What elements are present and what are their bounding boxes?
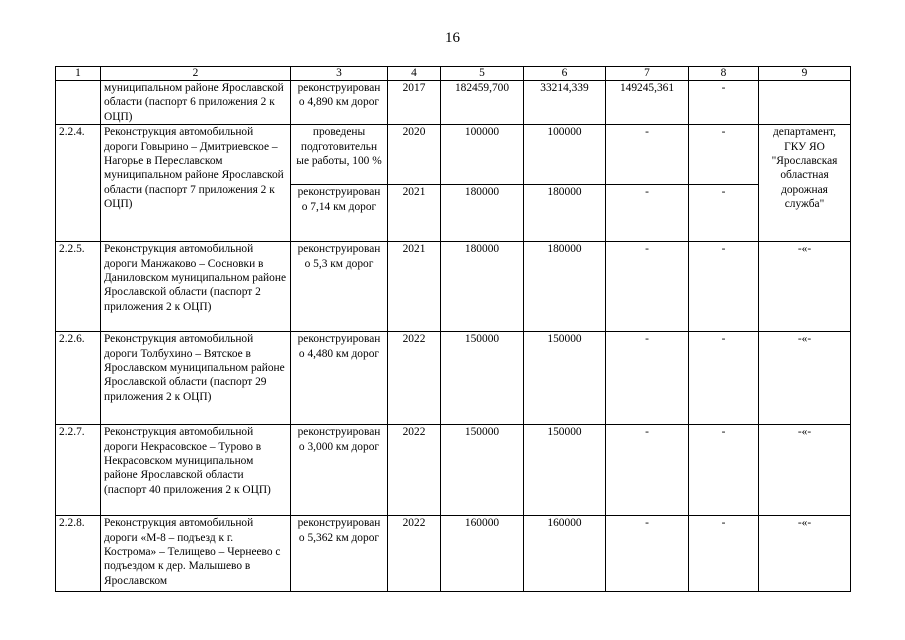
regional-cell: 150000 (524, 425, 606, 516)
row-number: 2.2.4. (56, 125, 101, 242)
executor-cell (759, 81, 851, 125)
row-number: 2.2.5. (56, 242, 101, 332)
regional-cell: 180000 (524, 242, 606, 332)
project-name: Реконструкция автомобильной дороги «М-8 – подъезд к г. Кострома» – Телищево – Чернеево с подъездом к дер. Малышево в Ярославском (101, 516, 291, 592)
regional-cell: 150000 (524, 332, 606, 425)
result-cell: реконструирован о 4,890 км дорог (291, 81, 388, 125)
table-row (56, 516, 851, 592)
project-name: Реконструкция автомобильной дороги Говырино – Дмитриевское – Нагорье в Переславском муниципальном районе Ярославской области (паспорт 7 приложения 2 к ОЦП) (101, 125, 291, 242)
federal-cell: 149245,361 (606, 81, 689, 125)
federal-cell: - (606, 516, 689, 592)
total-cell: 150000 (441, 332, 524, 425)
other-cell: - (689, 81, 759, 125)
total-cell: 150000 (441, 425, 524, 516)
year-cell: 2022 (388, 425, 441, 516)
table-row (56, 81, 851, 125)
total-cell: 180000 (441, 242, 524, 332)
total-cell: 180000 (441, 185, 524, 242)
table-row (56, 125, 851, 185)
result-cell: реконструирован о 3,000 км дорог (291, 425, 388, 516)
row-number: 2.2.8. (56, 516, 101, 592)
total-cell: 160000 (441, 516, 524, 592)
other-cell: - (689, 332, 759, 425)
year-cell: 2021 (388, 242, 441, 332)
table-row (56, 242, 851, 332)
regional-cell: 180000 (524, 185, 606, 242)
other-cell: - (689, 185, 759, 242)
header-row (56, 67, 851, 81)
page-number: 16 (445, 30, 460, 46)
other-cell: - (689, 516, 759, 592)
header-cell: 4 (388, 67, 441, 81)
header-cell: 7 (606, 67, 689, 81)
result-cell: проведены подготовительн ые работы, 100 % (291, 125, 388, 185)
federal-cell: - (606, 185, 689, 242)
table-row (56, 425, 851, 516)
row-number: 2.2.6. (56, 332, 101, 425)
result-cell: реконструирован о 4,480 км дорог (291, 332, 388, 425)
row-number (56, 81, 101, 125)
year-cell: 2022 (388, 332, 441, 425)
executor-cell: -«- (759, 425, 851, 516)
project-name: Реконструкция автомобильной дороги Манжаково – Сосновки в Даниловском муниципальном районе Ярославской области (паспорт 2 приложения 2 к ОЦП) (101, 242, 291, 332)
federal-cell: - (606, 125, 689, 185)
header-cell: 6 (524, 67, 606, 81)
project-name: муниципальном районе Ярославской области (паспорт 6 приложения 2 к ОЦП) (101, 81, 291, 125)
header-cell: 9 (759, 67, 851, 81)
year-cell: 2017 (388, 81, 441, 125)
other-cell: - (689, 125, 759, 185)
executor-cell: -«- (759, 242, 851, 332)
header-cell: 2 (101, 67, 291, 81)
regional-cell: 33214,339 (524, 81, 606, 125)
federal-cell: - (606, 332, 689, 425)
other-cell: - (689, 425, 759, 516)
year-cell: 2021 (388, 185, 441, 242)
header-cell: 8 (689, 67, 759, 81)
executor-cell: -«- (759, 332, 851, 425)
regional-cell: 160000 (524, 516, 606, 592)
total-cell: 182459,700 (441, 81, 524, 125)
result-cell: реконструирован о 5,362 км дорог (291, 516, 388, 592)
federal-cell: - (606, 425, 689, 516)
federal-cell: - (606, 242, 689, 332)
result-cell: реконструирован о 7,14 км дорог (291, 185, 388, 242)
year-cell: 2022 (388, 516, 441, 592)
header-cell: 1 (56, 67, 101, 81)
project-name: Реконструкция автомобильной дороги Некрасовское – Турово в Некрасовском муниципальном районе Ярославской области (паспорт 40 приложения 2 к ОЦП) (101, 425, 291, 516)
budget-table (55, 66, 851, 592)
row-number: 2.2.7. (56, 425, 101, 516)
project-name: Реконструкция автомобильной дороги Толбухино – Вятское в Ярославском муниципальном районе Ярославской области (паспорт 29 приложения 2 к ОЦП) (101, 332, 291, 425)
total-cell: 100000 (441, 125, 524, 185)
header-cell: 3 (291, 67, 388, 81)
regional-cell: 100000 (524, 125, 606, 185)
executor-cell: -«- (759, 516, 851, 592)
other-cell: - (689, 242, 759, 332)
table-row (56, 332, 851, 425)
executor-cell: департамент, ГКУ ЯО "Ярославская областная дорожная служба" (759, 125, 851, 242)
year-cell: 2020 (388, 125, 441, 185)
header-cell: 5 (441, 67, 524, 81)
result-cell: реконструирован о 5,3 км дорог (291, 242, 388, 332)
